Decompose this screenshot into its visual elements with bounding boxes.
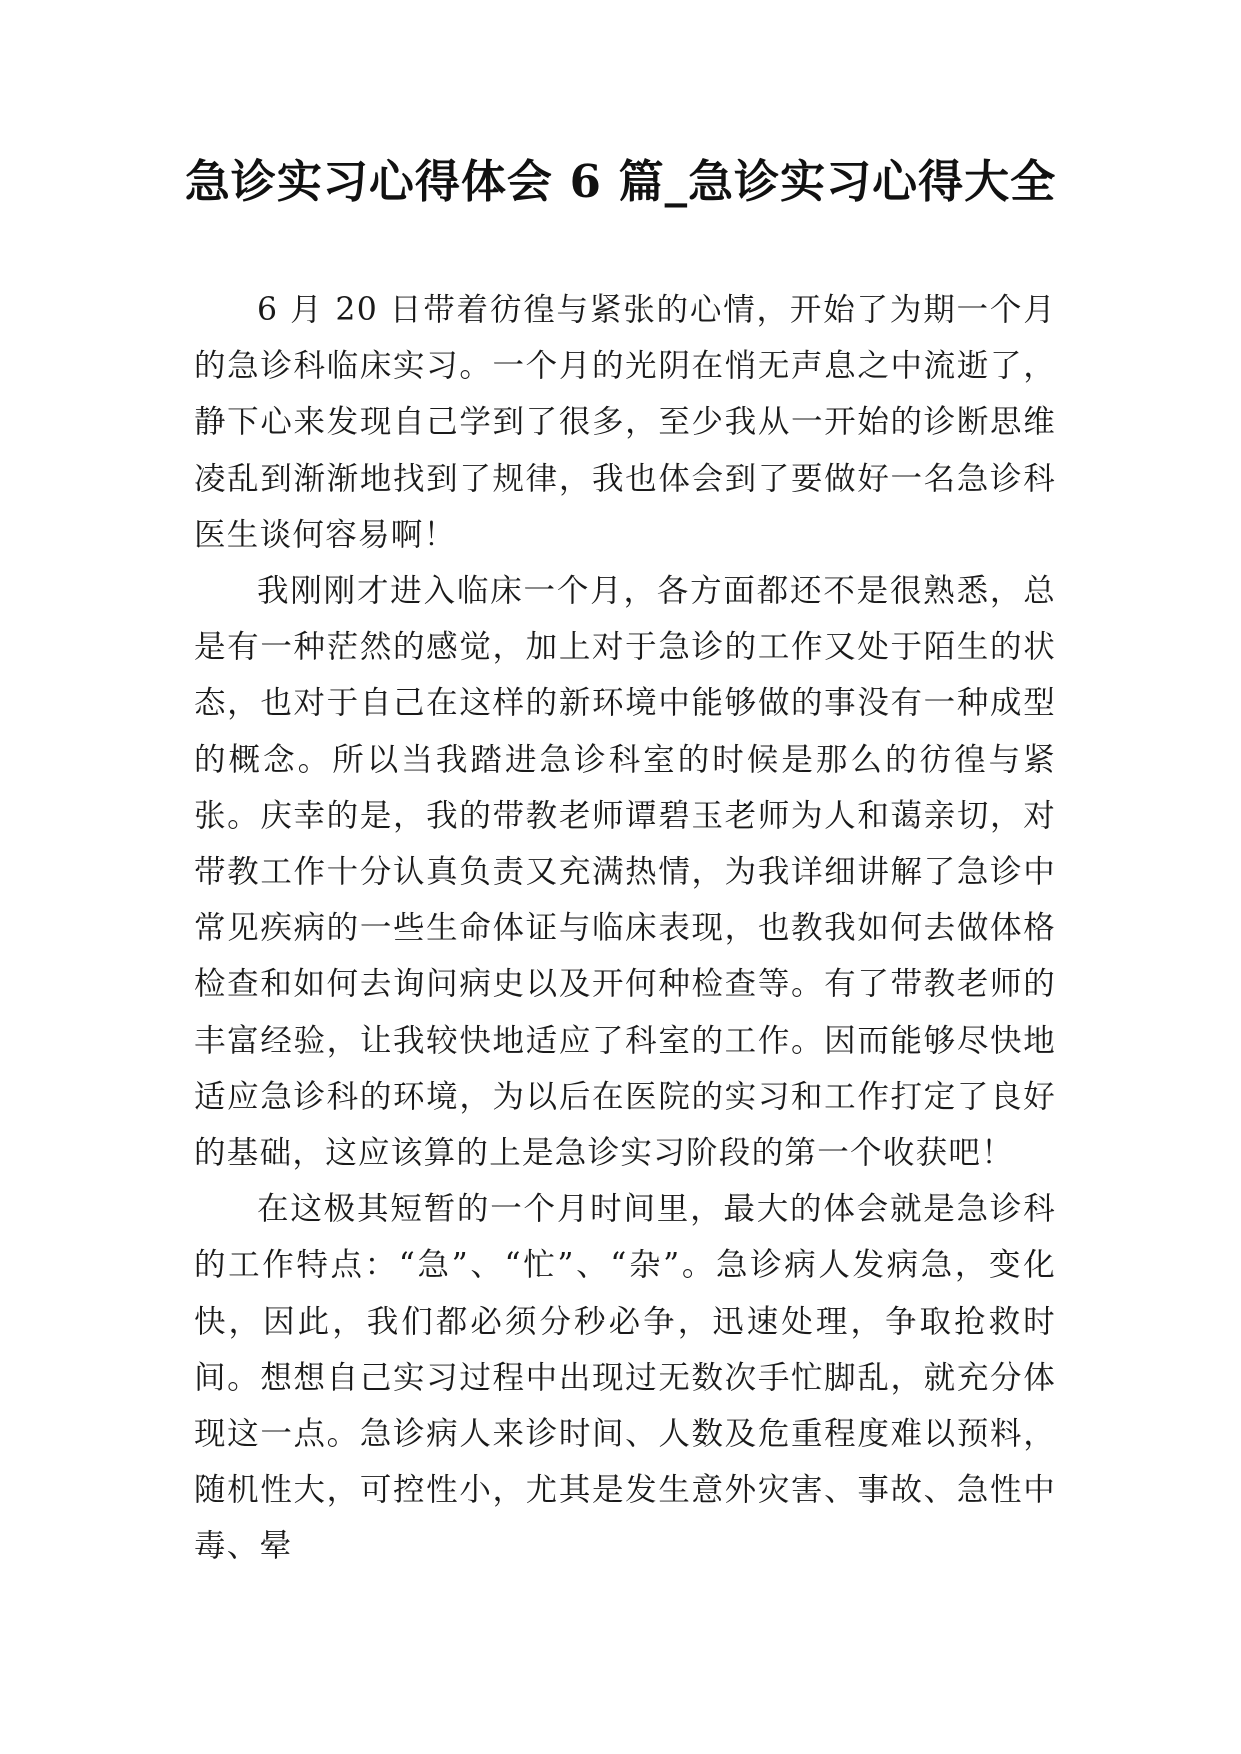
paragraph-3: 在这极其短暂的一个月时间里，最大的体会就是急诊科的工作特点：“急”、“忙”、“杂”。急诊病人发病急，变化快，因此，我们都必须分秒必争，迅速处理，争取抢救时间。想想自己实习过程中出现过无数次手忙脚乱，就充分体现这一点。急诊病人来诊时间、人数及危重程度难以预料，随机性大，可控性小，尤其是发生意外灾害、事故、急性中毒、晕: [194, 1191, 1056, 1565]
paragraph-2: 我刚刚才进入临床一个月，各方面都还不是很熟悉，总是有一种茫然的感觉，加上对于急诊的工作又处于陌生的状态，也对于自己在这样的新环境中能够做的事没有一种成型的概念。所以当我踏进急诊科室的时候是那么的彷徨与紧张。庆幸的是，我的带教老师谭碧玉老师为人和蔼亲切，对带教工作十分认真负责又充满热情，为我详细讲解了急诊中常见疾病的一些生命体证与临床表现，也教我如何去做体格检查和如何去询问病史以及开何种检查等。有了带教老师的丰富经验，让我较快地适应了科室的工作。因而能够尽快地适应急诊科的环境，为以后在医院的实习和工作打定了良好的基础，这应该算的上是急诊实习阶段的第一个收获吧！: [194, 573, 1056, 1172]
paragraph-1: 6 月 20 日带着彷徨与紧张的心情，开始了为期一个月的急诊科临床实习。一个月的光阴在悄无声息之中流逝了，静下心来发现自己学到了很多，至少我从一开始的诊断思维凌乱到渐渐地找到了规律，我也体会到了要做好一名急诊科医生谈何容易啊！: [194, 292, 1056, 553]
document-body: [194, 282, 1056, 1575]
document-title: 急诊实习心得体会 6 篇_急诊实习心得大全: [184, 155, 1057, 208]
